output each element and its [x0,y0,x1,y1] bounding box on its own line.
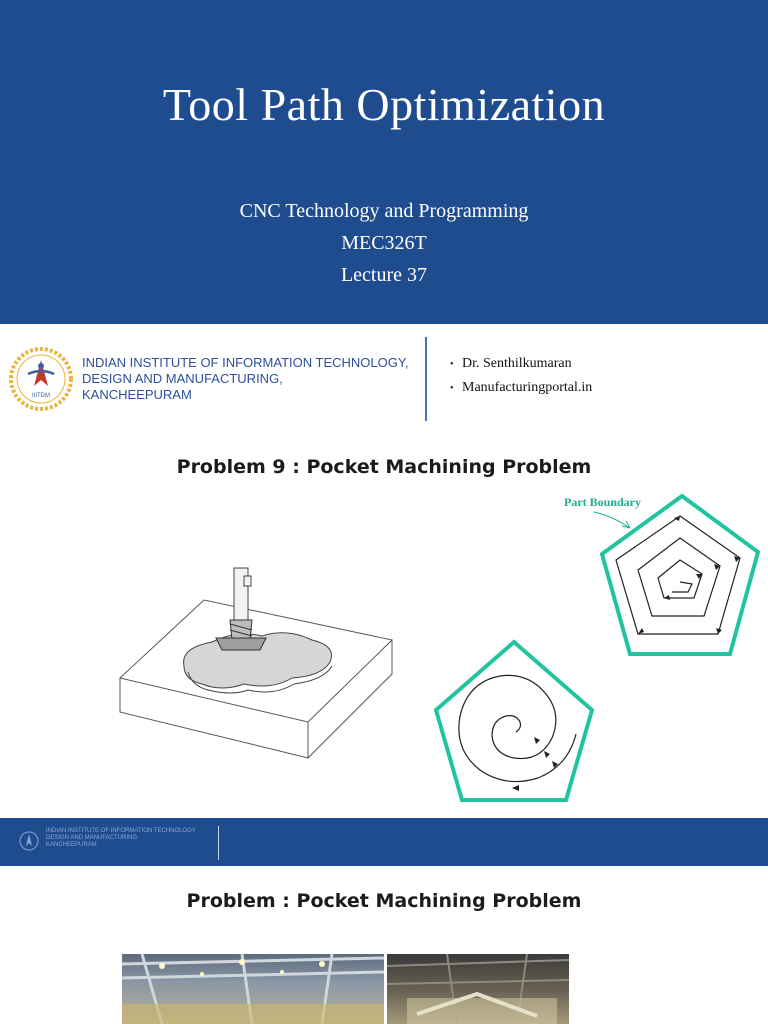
footer-institute-name: INDIAN INSTITUTE OF INFORMATION TECHNOLOGY DESIGN AND MANUFACTURING KANCHEEPURAM [46,828,196,848]
institute-name [82,355,422,403]
contour-toolpath-diagram [596,492,766,660]
vertical-divider [425,337,427,421]
small-logo-icon [18,828,40,854]
logo-caption: IIITDM [32,393,50,399]
part-boundary-label: Part Boundary [564,495,642,509]
institute-name-line2: DESIGN AND MANUFACTURING, [82,371,283,386]
institute-name-line3: KANCHEEPURAM [82,387,192,402]
factory-photo-2 [387,954,569,1024]
problem9-heading: Problem 9 : Pocket Machining Problem [176,456,592,478]
course-name: CNC Technology and Programming [239,200,529,222]
credit-item: • Dr. Senthilkumaran [450,356,572,371]
course-code: MEC326T [341,232,427,254]
credits-list [450,356,592,404]
institute-logo-icon [8,346,74,412]
credit-item: • Manufacturingportal.in [450,380,593,395]
footer-divider [218,826,219,860]
lecture-number: Lecture 37 [340,264,428,286]
bullet-icon: • [450,359,454,370]
problem-heading: Problem : Pocket Machining Problem [186,890,582,912]
factory-photo-1 [122,954,384,1024]
bullet-icon: • [450,383,454,394]
pocket-machining-illustration [112,566,402,766]
slide-title: Tool Path Optimization [162,79,606,130]
spiral-toolpath-diagram [432,636,598,804]
institute-name-line1: INDIAN INSTITUTE OF INFORMATION TECHNOLOGY, [82,355,409,370]
